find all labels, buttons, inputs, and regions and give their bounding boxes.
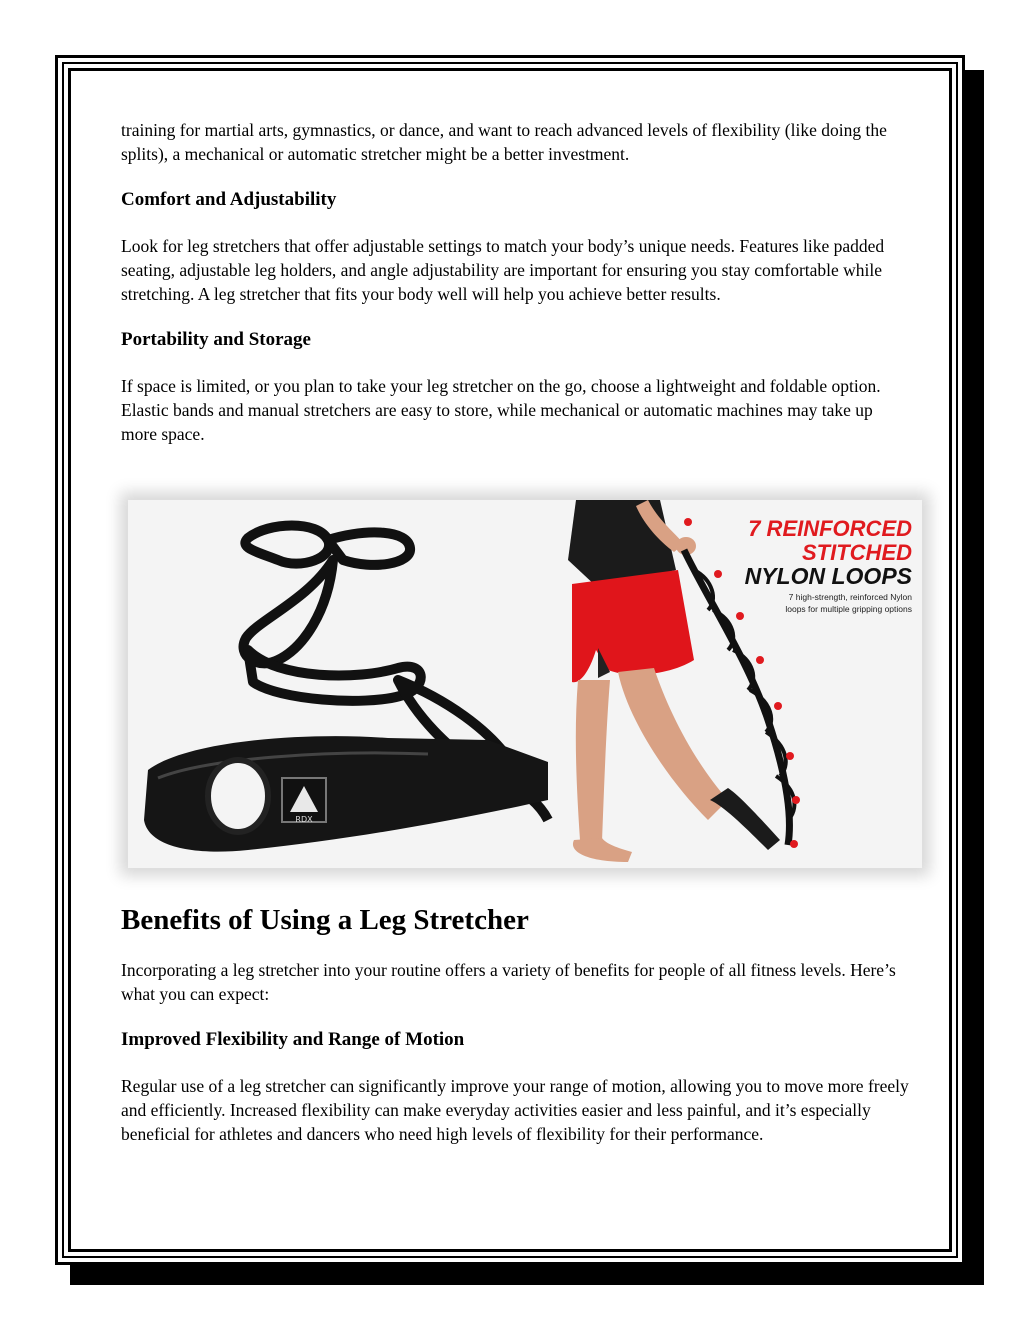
product-image (128, 500, 922, 868)
benefits-section (121, 902, 911, 1146)
portability-paragraph: If space is limited, or you plan to take your leg stretcher on the go, choose a lightweight and foldable option. Elastic bands and manual stretchers are easy to store, while mechanical or automatic machines may take up more space. (121, 376, 881, 444)
portability-heading: Portability and Storage (121, 329, 311, 350)
brand-logo-text: RDX (295, 815, 313, 824)
flexibility-heading: Improved Flexibility and Range of Motion (121, 1029, 465, 1050)
flexibility-paragraph: Regular use of a leg stretcher can significantly improve your range of motion, allowing you to move more freely and efficiently. Increased flexibility can make everyday activities easier and less painful, and it’s especially beneficial for athletes and dancers who need high levels of flexibility for their performance. (121, 1076, 909, 1144)
comfort-heading: Comfort and Adjustability (121, 189, 337, 210)
caption-line2: loops for multiple gripping options (785, 604, 912, 614)
caption-line1: 7 high-strength, reinforced Nylon (788, 592, 912, 602)
headline-line1: 7 REINFORCED (748, 516, 912, 541)
benefits-heading: Benefits of Using a Leg Stretcher (121, 904, 529, 936)
page-content (121, 118, 911, 446)
comfort-paragraph: Look for leg stretchers that offer adjustable settings to match your body’s unique needs. Features like padded seating, adjustable leg holders, and angle adjustability are important for ensuring you stay comfortable while stretching. A leg stretcher that fits your body well will help you achieve better results. (121, 236, 885, 304)
headline-line3: NYLON LOOPS (744, 563, 912, 589)
benefits-intro: Incorporating a leg stretcher into your routine offers a variety of benefits for people of all fitness levels. Here’s what you can expect: (121, 960, 896, 1004)
intro-paragraph: training for martial arts, gymnastics, or dance, and want to reach advanced levels of flexibility (like doing the splits), a mechanical or automatic stretcher might be a better investment. (121, 120, 887, 164)
headline-line2: STITCHED (802, 540, 912, 565)
